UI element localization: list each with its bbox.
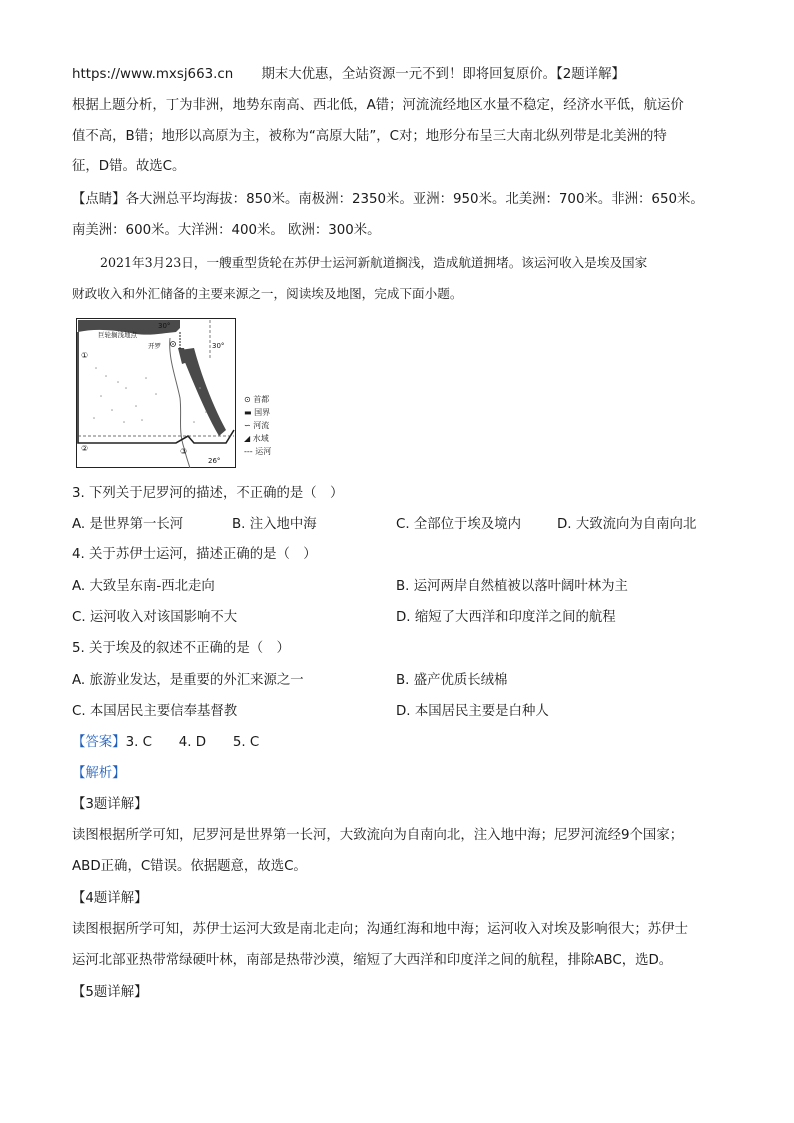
detail3-line2: ABD正确，C错误。依据题意，故选C。 xyxy=(72,859,307,874)
answer-line xyxy=(72,734,259,752)
intro-line2: 财政收入和外汇储备的主要来源之一，阅读埃及地图，完成下面小题。 xyxy=(72,286,463,301)
tip-line1 xyxy=(72,191,704,209)
answer-text: 3. C 4. D 5. C xyxy=(125,735,260,750)
q5-option-b: B. 盛产优质长绒棉 xyxy=(396,673,508,688)
section-title-2: 【2题详解】 xyxy=(556,67,625,82)
q5-option-c: C. 本国居民主要信奉基督教 xyxy=(72,704,238,719)
q3-option-d: D. 大致流向为自南向北 xyxy=(557,517,697,532)
legend-capital: ⊙ 首都 xyxy=(244,395,270,404)
analysis2-line2: 值不高，B错；地形以高原为主，被称为“高原大陆”，C对；地形分布呈三大南北纵列带是北美洲的特 xyxy=(72,129,667,144)
q4-option-a: A. 大致呈东南-西北走向 xyxy=(72,579,215,594)
intro-line1: 2021年3月23日，一艘重型货轮在苏伊士运河新航道搁浅，造成航道拥堵。该运河收入是埃及国家 xyxy=(100,255,648,270)
label-cairo: 开罗 xyxy=(148,342,161,350)
legend-water: ◢ 水域 xyxy=(244,434,269,443)
analysis-label: 【解析】 xyxy=(72,766,126,781)
answer-label: 【答案】 xyxy=(72,735,126,750)
detail4-line1: 读图根据所学可知，苏伊士运河大致是南北走向；沟通红海和地中海；运河收入对埃及影响很大；苏伊士 xyxy=(72,922,688,937)
egypt-map xyxy=(76,318,236,468)
legend-river: ∽ 河流 xyxy=(244,421,270,430)
label-circle-1: ① xyxy=(81,351,89,360)
label-circle-2: ② xyxy=(81,444,89,453)
legend-canal: --- 运河 xyxy=(244,447,272,456)
q3-stem: 3. 下列关于尼罗河的描述，不正确的是（ ） xyxy=(72,486,344,501)
header-url[interactable]: https://www.mxsj663.cn xyxy=(72,67,234,82)
tip-line2: 南美洲：600米。大洋洲：400米。 欧洲：300米。 xyxy=(72,223,381,238)
detail3-line1: 读图根据所学可知，尼罗河是世界第一长河，大致流向为自南向北，注入地中海；尼罗河流经9个国家； xyxy=(72,828,684,843)
q3-option-a: A. 是世界第一长河 xyxy=(72,517,184,532)
q5-option-a: A. 旅游业发达，是重要的外汇来源之一 xyxy=(72,673,304,688)
label-ship: 巨轮搁浅地点 xyxy=(98,331,137,339)
map-legend xyxy=(244,393,271,458)
q3-option-b: B. 注入地中海 xyxy=(232,517,317,532)
detail3-title: 【3题详解】 xyxy=(72,797,148,812)
tip-text1: 各大洲总平均海拔：850米。南极洲：2350米。亚洲：950米。北美洲：700米。非洲：650米。 xyxy=(125,192,704,207)
q4-option-d: D. 缩短了大西洋和印度洋之间的航程 xyxy=(396,610,616,625)
label-30e: 30° xyxy=(212,342,225,350)
q3-option-c: C. 全部位于埃及境内 xyxy=(396,517,521,532)
q4-option-c: C. 运河收入对该国影响不大 xyxy=(72,610,238,625)
q4-stem: 4. 关于苏伊士运河，描述正确的是（ ） xyxy=(72,547,317,562)
tip-label: 【点睛】 xyxy=(72,192,126,207)
map-frame xyxy=(77,319,236,468)
detail4-title: 【4题详解】 xyxy=(72,891,148,906)
analysis2-line1: 根据上题分析，丁为非洲，地势东南高、西北低，A错；河流流经地区水量不稳定，经济水平低，航运价 xyxy=(72,98,684,113)
legend-border: ▬ 国界 xyxy=(244,408,271,417)
q5-stem: 5. 关于埃及的叙述不正确的是（ ） xyxy=(72,641,290,656)
detail4-line2: 运河北部亚热带常绿硬叶林，南部是热带沙漠，缩短了大西洋和印度洋之间的航程，排除ABC，选D。 xyxy=(72,953,673,968)
q5-option-d: D. 本国居民主要是白种人 xyxy=(396,704,549,719)
analysis2-line3: 征，D错。故选C。 xyxy=(72,159,186,174)
label-circle-3: ③ xyxy=(180,447,188,456)
header-promo: 期末大优惠，全站资源一元不到！即将回复原价。 xyxy=(261,67,557,82)
label-26: 26° xyxy=(208,457,221,465)
detail5-title: 【5题详解】 xyxy=(72,985,148,1000)
q4-option-b: B. 运河两岸自然植被以落叶阔叶林为主 xyxy=(396,579,628,594)
header-line xyxy=(72,66,625,84)
label-30n: 30° xyxy=(158,322,171,330)
